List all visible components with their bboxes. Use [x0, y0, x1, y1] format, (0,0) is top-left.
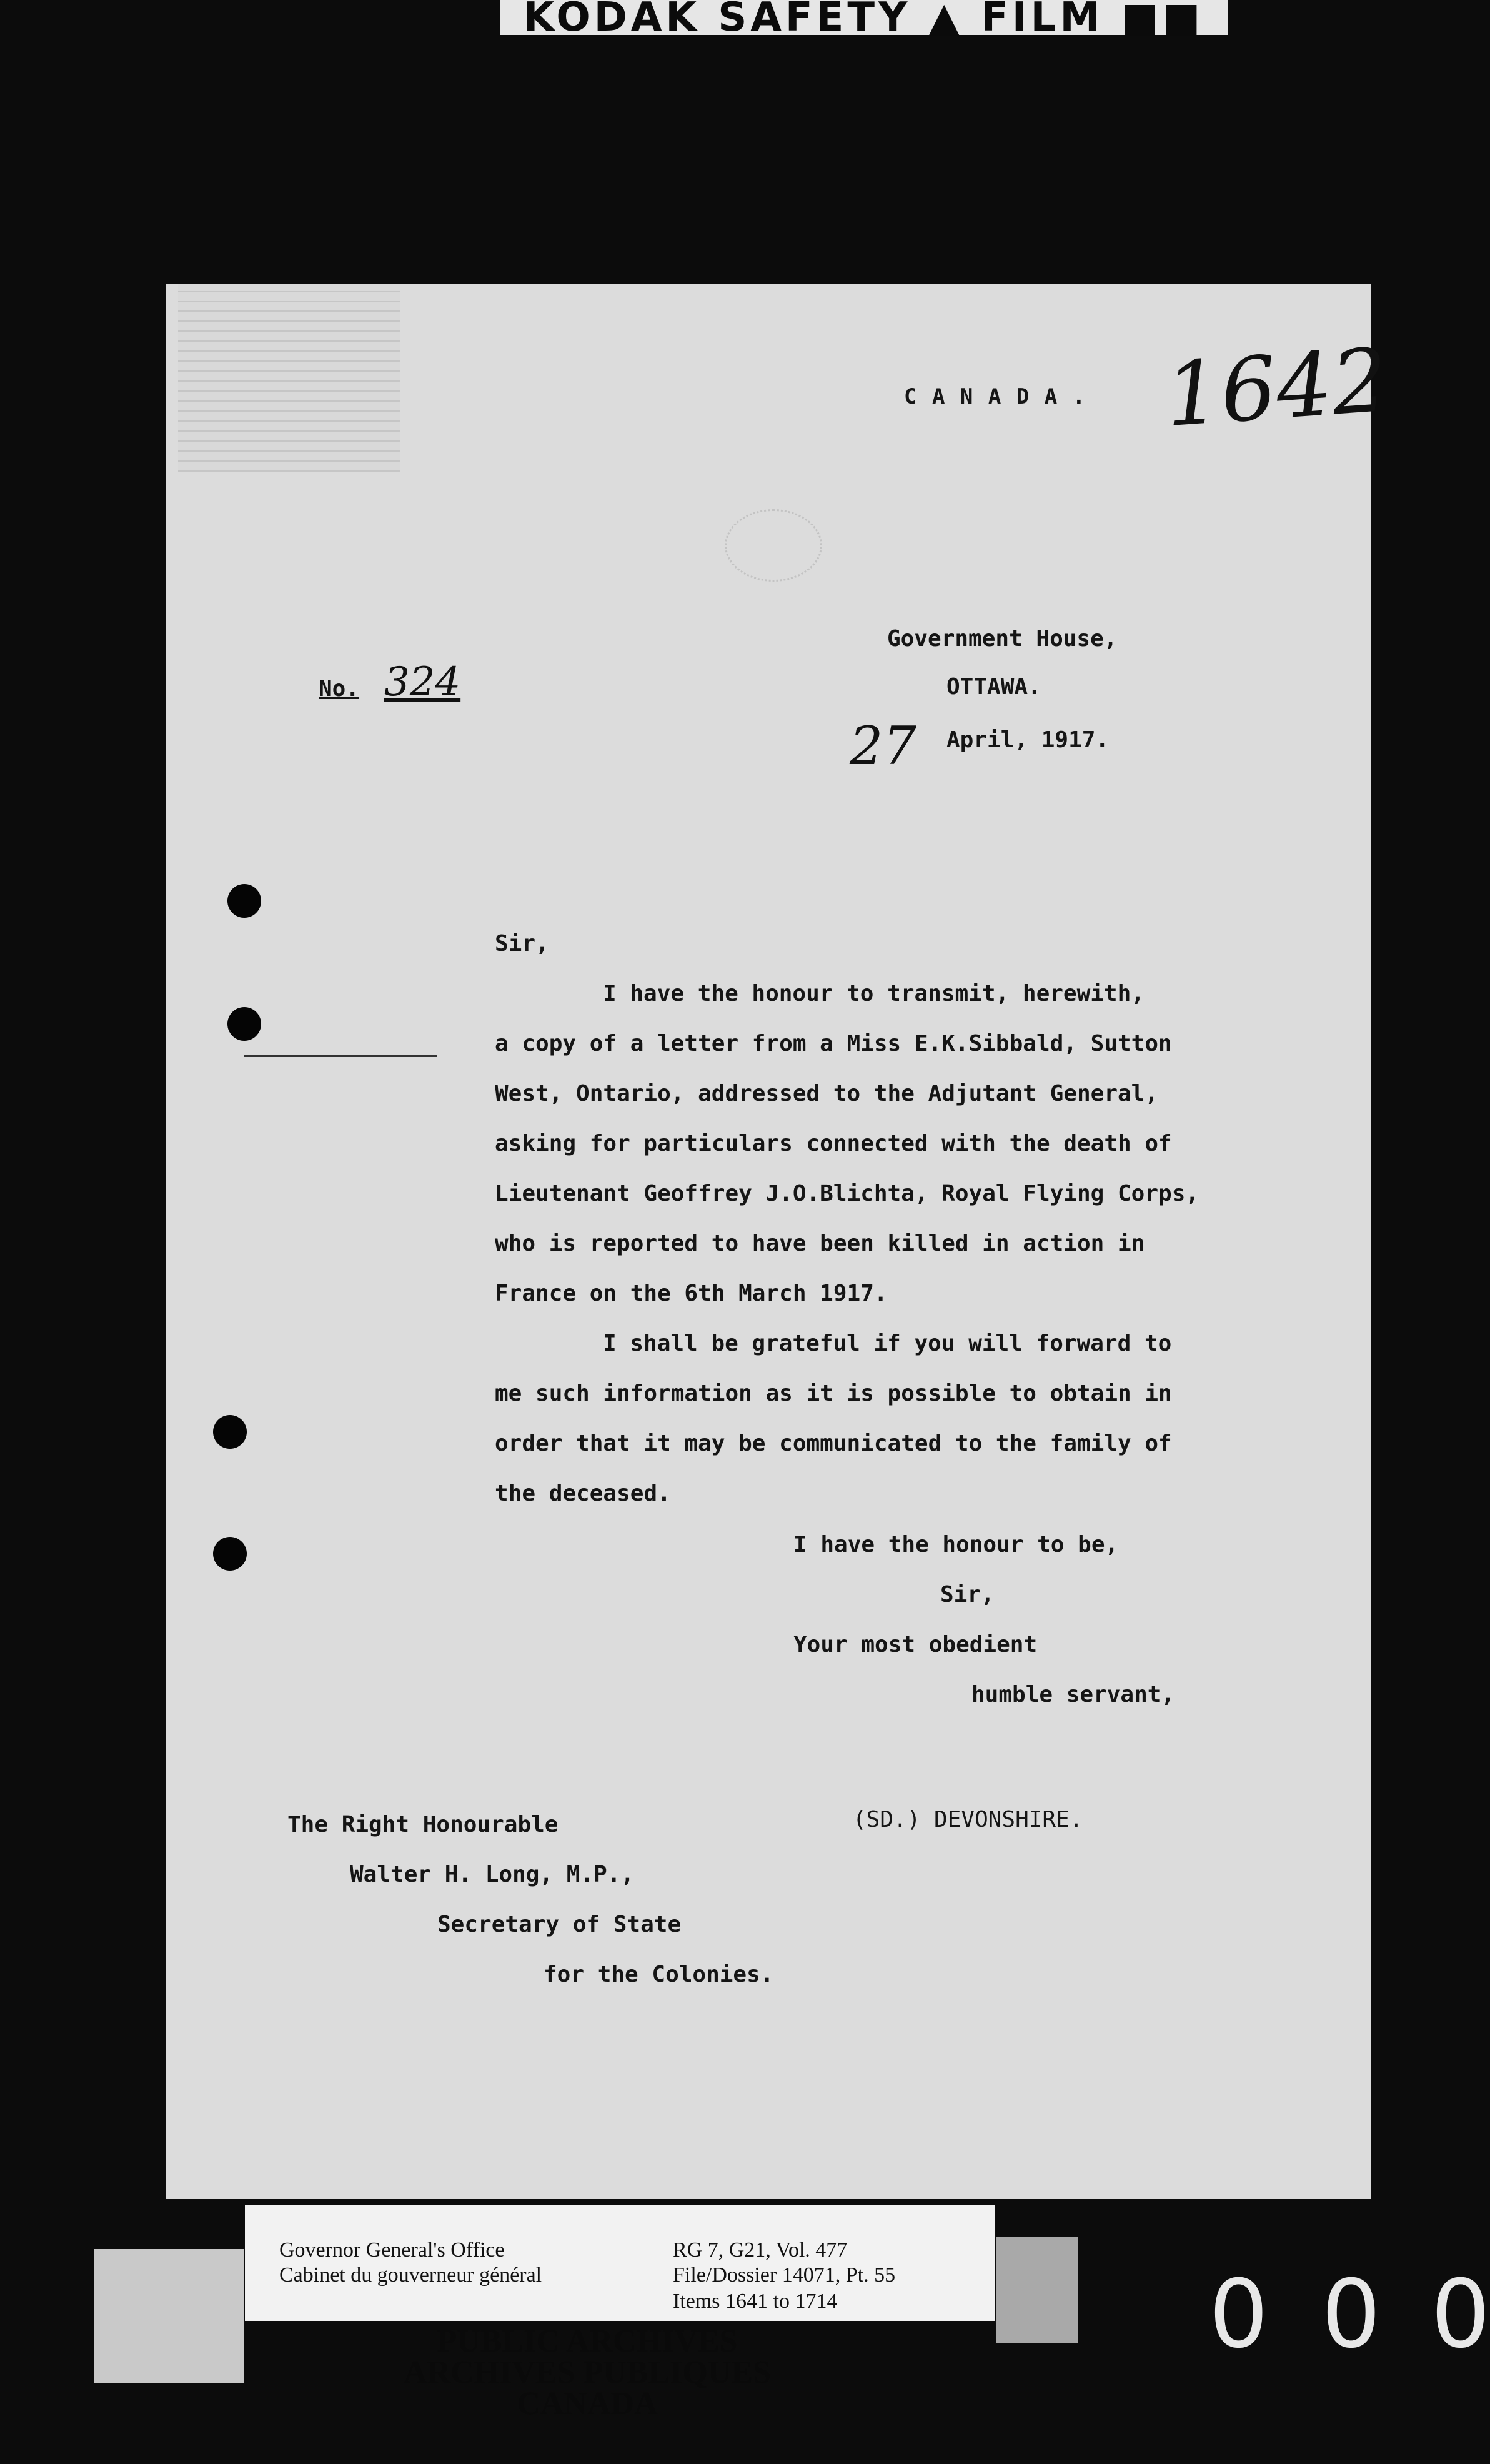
closing-line: I have the honour to be,: [793, 1532, 1119, 1557]
label-backing-left: [94, 2249, 244, 2383]
letter-page: [166, 284, 1391, 2199]
body-line: the deceased.: [495, 1481, 671, 1506]
body-line: order that it may be communicated to the family of: [495, 1431, 1172, 1456]
punch-hole: [227, 1007, 261, 1041]
body-line: asking for particulars connected with the death of: [495, 1131, 1172, 1156]
corner-index-card: [178, 284, 400, 472]
date-day: 27: [850, 715, 916, 777]
archives-line: PUBLIC ARCHIVES: [437, 2323, 738, 2359]
ref-line: Items 1641 to 1714: [673, 2290, 838, 2313]
ref-line: RG 7, G21, Vol. 477: [673, 2238, 848, 2262]
addressee-line: The Right Honourable: [287, 1812, 559, 1837]
date-month-year: April, 1917.: [946, 727, 1110, 753]
archives-line: ARCHIVES PUBLIQUES: [403, 2355, 772, 2390]
film-edge-header: KODAK SAFETY ▲ FILM ■■: [500, 0, 1228, 35]
body-line: a copy of a letter from a Miss E.K.Sibbald, Sutton: [495, 1031, 1172, 1056]
punch-hole: [213, 1537, 247, 1571]
addressee-line: Secretary of State: [437, 1912, 682, 1937]
file-no-value: 324: [384, 659, 461, 705]
closing-line: Sir,: [940, 1582, 995, 1607]
signature: (SD.) DEVONSHIRE.: [853, 1807, 1083, 1832]
frame-number: 0: [1321, 2260, 1381, 2369]
file-no-label: No.: [319, 676, 360, 702]
archives-line: CANADA: [517, 2386, 658, 2422]
address-line-1: Government House,: [887, 626, 1118, 652]
address-line-2: OTTAWA.: [946, 674, 1041, 700]
frame-number: 0: [1209, 2260, 1269, 2369]
salutation: Sir,: [495, 931, 549, 956]
margin-rule: [244, 1055, 437, 1057]
folio-number: 1642: [1161, 329, 1391, 447]
country-heading: C A N A D A .: [904, 384, 1087, 409]
body-line: West, Ontario, addressed to the Adjutant General,: [495, 1081, 1159, 1106]
punch-hole: [227, 884, 261, 918]
frame-number: 0: [1431, 2260, 1490, 2369]
ref-line: File/Dossier 14071, Pt. 55: [673, 2263, 896, 2287]
addressee-line: Walter H. Long, M.P.,: [350, 1862, 635, 1887]
faint-crest-stamp: [725, 509, 822, 582]
office-en: Governor General's Office: [279, 2238, 505, 2262]
body-line: who is reported to have been killed in action in: [495, 1231, 1145, 1256]
label-backing-right: [996, 2237, 1078, 2343]
closing-line: Your most obedient: [793, 1632, 1038, 1657]
body-line: me such information as it is possible to obtain in: [495, 1381, 1172, 1406]
addressee-line: for the Colonies.: [544, 1962, 774, 1987]
archive-label-card: [245, 2205, 995, 2321]
body-line: France on the 6th March 1917.: [495, 1281, 888, 1306]
body-line: I have the honour to transmit, herewith,: [603, 981, 1145, 1006]
closing-line: humble servant,: [971, 1682, 1175, 1707]
body-line: I shall be grateful if you will forward to: [603, 1331, 1172, 1356]
punch-hole: [213, 1415, 247, 1449]
body-line: Lieutenant Geoffrey J.O.Blichta, Royal Flying Corps,: [495, 1181, 1199, 1206]
office-fr: Cabinet du gouverneur général: [279, 2263, 542, 2287]
